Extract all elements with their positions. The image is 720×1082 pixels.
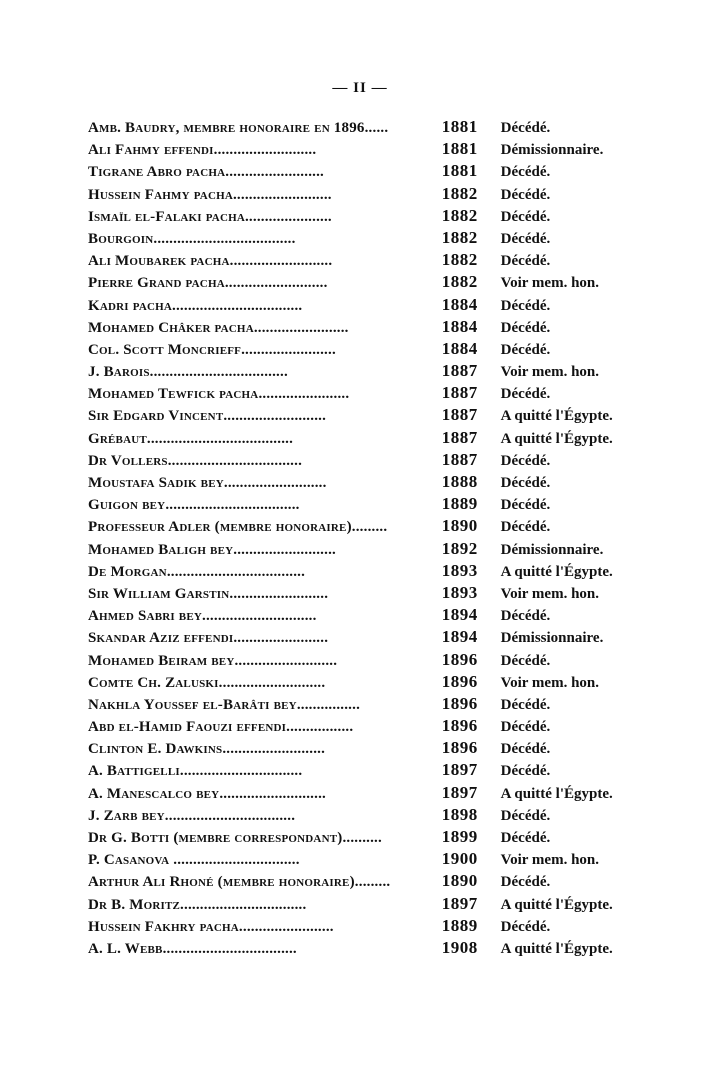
member-year: 1882 <box>441 227 478 247</box>
member-year: 1884 <box>441 338 478 358</box>
list-item <box>88 782 648 804</box>
member-name: Abd el-Hamid Faouzi effendi................. <box>88 719 354 736</box>
member-year: 1890 <box>441 871 478 891</box>
member-status: Décédé. <box>500 830 551 846</box>
member-name: Hussein Fakhry pacha........................ <box>88 918 334 935</box>
members-list <box>88 116 648 959</box>
list-item <box>88 649 648 671</box>
list-item <box>88 227 648 249</box>
member-year: 1881 <box>441 161 478 181</box>
member-status: A quitté l'Égypte. <box>500 408 613 425</box>
member-year: 1887 <box>441 405 478 425</box>
member-year: 1882 <box>441 183 478 203</box>
member-status: Voir mem. hon. <box>500 364 600 381</box>
list-item <box>88 449 648 471</box>
member-status: Voir mem. hon. <box>500 852 600 869</box>
list-item <box>88 826 648 848</box>
member-name: Mohamed Tewfick pacha....................... <box>88 386 350 403</box>
member-name: Sir William Garstin......................... <box>88 585 329 602</box>
member-status: Décédé. <box>500 874 551 891</box>
member-status: Décédé. <box>500 807 551 824</box>
member-year: 1887 <box>441 449 478 469</box>
member-status: Décédé. <box>500 608 551 625</box>
list-item <box>88 205 648 227</box>
member-year: 1881 <box>441 139 478 159</box>
member-name: Tigrane Abro pacha......................... <box>88 164 324 181</box>
member-status: A quitté l'Égypte. <box>500 430 613 447</box>
list-item <box>88 937 648 959</box>
list-item <box>88 870 648 892</box>
member-year: 1887 <box>441 427 478 447</box>
member-year: 1896 <box>441 671 478 691</box>
list-item <box>88 715 648 737</box>
member-name: J. Barois................................... <box>88 364 288 381</box>
member-status: Décédé. <box>500 386 551 403</box>
member-status: Décédé. <box>500 452 551 469</box>
member-name: Moustafa Sadik bey.......................... <box>88 475 327 491</box>
list-item <box>88 493 648 515</box>
member-name: Guigon bey.................................. <box>88 497 300 514</box>
list-item <box>88 848 648 870</box>
member-year: 1899 <box>441 827 478 846</box>
member-name: Bourgoin.................................... <box>88 230 296 247</box>
member-name: A. L. Webb.................................. <box>88 940 297 957</box>
member-year: 1884 <box>441 294 478 314</box>
member-year: 1890 <box>441 516 478 536</box>
member-status: Décédé. <box>500 341 551 358</box>
list-item <box>88 538 648 560</box>
member-name: De Morgan................................... <box>88 563 306 580</box>
member-year: 1893 <box>441 560 478 580</box>
member-year: 1896 <box>441 738 478 758</box>
list-item <box>88 582 648 604</box>
list-item <box>88 893 648 915</box>
member-status: Décédé. <box>500 208 551 225</box>
member-name: Mohamed Baligh bey.......................... <box>88 541 336 558</box>
member-name: Hussein Fahmy pacha......................... <box>88 186 332 203</box>
member-name: Arthur Ali Rhoné (membre honoraire)......... <box>88 874 391 891</box>
member-name: Amb. Baudry, membre honoraire en 1896...... <box>88 120 389 136</box>
list-item <box>88 338 648 360</box>
member-year: 1908 <box>441 937 478 957</box>
list-item <box>88 671 648 693</box>
list-item <box>88 515 648 537</box>
member-year: 1896 <box>441 693 478 713</box>
member-name: A. Battigelli............................... <box>88 763 303 780</box>
list-item <box>88 249 648 271</box>
member-status: Décédé. <box>500 741 551 758</box>
member-status: Décédé. <box>500 696 551 713</box>
member-name: P. Casanova ................................ <box>88 852 300 869</box>
member-year: 1897 <box>441 760 478 780</box>
member-status: Décédé. <box>500 230 551 247</box>
member-status: Décédé. <box>500 120 551 136</box>
member-status: Voir mem. hon. <box>500 585 600 602</box>
member-name: Sir Edgard Vincent.......................... <box>88 408 327 425</box>
member-year: 1887 <box>441 383 478 403</box>
list-item <box>88 915 648 937</box>
member-name: Comte Ch. Zaluski........................... <box>88 674 326 691</box>
member-name: Ali Moubarek pacha.......................... <box>88 253 333 270</box>
list-item <box>88 404 648 426</box>
member-name: Ali Fahmy effendi.......................... <box>88 142 317 159</box>
member-status: Décédé. <box>500 719 551 736</box>
member-name: Skandar Aziz effendi........................ <box>88 630 329 647</box>
member-year: 1881 <box>441 117 478 136</box>
member-name: Mohamed Beiram bey.......................... <box>88 652 338 669</box>
member-year: 1882 <box>441 205 478 225</box>
member-status: Décédé. <box>500 297 551 314</box>
member-name: Clinton E. Dawkins.......................... <box>88 741 326 758</box>
member-name: A. Manescalco bey........................... <box>88 785 326 802</box>
member-name: Col. Scott Moncrieff........................ <box>88 341 336 358</box>
member-year: 1882 <box>441 272 478 292</box>
list-item <box>88 382 648 404</box>
member-status: Décédé. <box>500 497 551 514</box>
member-status: Décédé. <box>500 475 551 491</box>
member-status: A quitté l'Égypte. <box>500 940 613 957</box>
member-year: 1896 <box>441 649 478 669</box>
list-item <box>88 183 648 205</box>
list-item <box>88 626 648 648</box>
member-status: Décédé. <box>500 186 551 203</box>
member-status: Décédé. <box>500 763 551 780</box>
member-status: Décédé. <box>500 652 551 669</box>
member-year: 1882 <box>441 250 478 270</box>
list-item <box>88 138 648 160</box>
list-item <box>88 604 648 626</box>
list-item <box>88 693 648 715</box>
member-name: Nakhla Youssef el-Barâti bey................ <box>88 696 361 713</box>
member-status: Démissionnaire. <box>500 541 604 558</box>
member-name: Dr B. Moritz................................ <box>88 896 307 913</box>
page-number-header: — II — <box>332 80 388 96</box>
member-status: A quitté l'Égypte. <box>500 563 613 580</box>
member-status: Décédé. <box>500 918 551 935</box>
list-item <box>88 360 648 382</box>
member-year: 1889 <box>441 494 478 514</box>
member-status: A quitté l'Égypte. <box>500 785 613 802</box>
member-name: Grébaut..................................... <box>88 430 294 447</box>
list-item <box>88 160 648 182</box>
member-name: Dr G. Botti (membre correspondant).......... <box>88 830 382 846</box>
member-year: 1892 <box>441 538 478 558</box>
member-year: 1897 <box>441 782 478 802</box>
list-item <box>88 294 648 316</box>
member-year: 1900 <box>441 849 478 869</box>
member-name: Professeur Adler (membre honoraire)......... <box>88 519 388 536</box>
member-status: Décédé. <box>500 253 551 270</box>
list-item <box>88 471 648 493</box>
member-name: Dr Vollers.................................. <box>88 452 303 469</box>
list-item <box>88 804 648 826</box>
member-status: Voir mem. hon. <box>500 674 600 691</box>
member-name: Ismaïl el-Falaki pacha...................... <box>88 208 332 225</box>
list-item <box>88 759 648 781</box>
list-item <box>88 116 648 138</box>
member-year: 1897 <box>441 893 478 913</box>
list-item <box>88 316 648 338</box>
member-name: J. Zarb bey................................. <box>88 807 296 824</box>
list-item <box>88 560 648 582</box>
list-item <box>88 271 648 293</box>
member-status: Démissionnaire. <box>500 142 604 159</box>
member-year: 1898 <box>441 804 478 824</box>
member-status: Voir mem. hon. <box>500 275 600 292</box>
member-year: 1889 <box>441 915 478 935</box>
member-status: A quitté l'Égypte. <box>500 896 613 913</box>
member-status: Démissionnaire. <box>500 630 604 647</box>
member-status: Décédé. <box>500 164 551 181</box>
member-year: 1894 <box>441 627 478 647</box>
member-name: Mohamed Châker pacha........................ <box>88 319 349 336</box>
member-status: Décédé. <box>500 519 551 536</box>
member-year: 1894 <box>441 605 478 625</box>
list-item <box>88 737 648 759</box>
member-name: Pierre Grand pacha.......................... <box>88 275 328 292</box>
list-item <box>88 427 648 449</box>
member-year: 1896 <box>441 716 478 736</box>
member-name: Ahmed Sabri bey............................. <box>88 608 317 625</box>
member-name: Kadri pacha................................. <box>88 297 303 314</box>
member-status: Décédé. <box>500 319 551 336</box>
member-year: 1893 <box>441 582 478 602</box>
member-year: 1884 <box>441 316 478 336</box>
member-year: 1887 <box>441 361 478 381</box>
member-year: 1888 <box>441 472 478 491</box>
